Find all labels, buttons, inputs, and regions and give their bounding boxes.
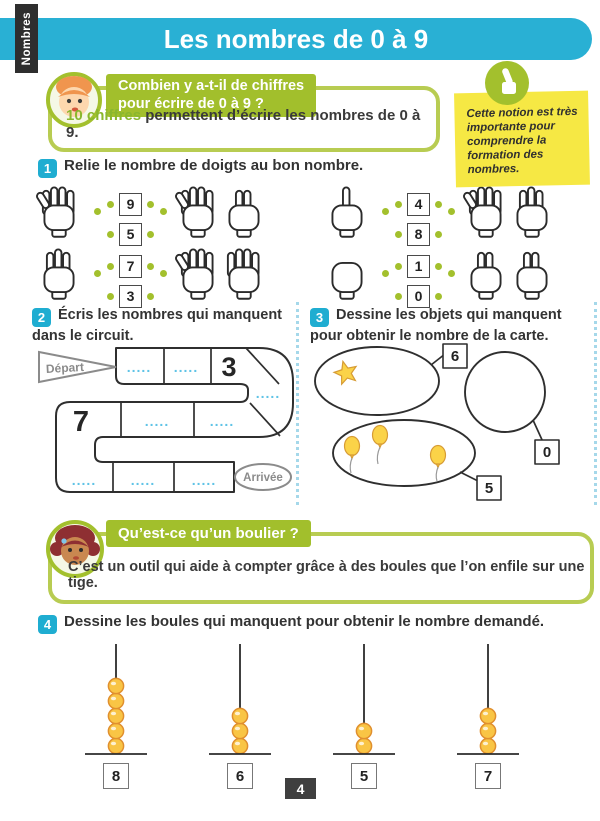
number-choice bbox=[107, 285, 154, 308]
match-dot[interactable] bbox=[435, 263, 442, 270]
number-boxes-column bbox=[395, 255, 442, 308]
match-dot[interactable] bbox=[435, 293, 442, 300]
abacus-rod[interactable] bbox=[83, 642, 149, 758]
boulier-bubble bbox=[48, 525, 594, 604]
number-choice bbox=[395, 193, 442, 216]
hands-pair bbox=[175, 245, 267, 301]
finger-hand-icon bbox=[463, 245, 509, 301]
circuit-answer-cell[interactable]: ..... bbox=[209, 413, 235, 429]
abacus-target-number: 8 bbox=[103, 763, 129, 789]
match-dot[interactable] bbox=[395, 293, 402, 300]
page-number-badge bbox=[285, 778, 316, 799]
draw-objects-exercise bbox=[310, 342, 595, 507]
circuit-answer-cell[interactable]: ..... bbox=[126, 359, 152, 375]
column-divider bbox=[296, 302, 299, 505]
finger-hand-icon bbox=[36, 245, 82, 301]
exercise4-header bbox=[38, 612, 544, 634]
important-note-text: Cette notion est très importante pour comprendre la formation des nombres. bbox=[466, 105, 578, 177]
target-number: 5 bbox=[484, 480, 494, 497]
finger-hand-icon bbox=[175, 183, 221, 239]
match-dot[interactable] bbox=[435, 231, 442, 238]
chapter-tab bbox=[15, 4, 38, 73]
number-choice bbox=[107, 255, 154, 278]
number-choice bbox=[107, 223, 154, 246]
page-number: 4 bbox=[296, 780, 305, 797]
hand-cell bbox=[318, 183, 376, 239]
finger-hand-icon bbox=[36, 183, 82, 239]
target-number: 6 bbox=[450, 348, 460, 365]
finger-hand-icon bbox=[509, 245, 555, 301]
abacus-rod[interactable] bbox=[207, 642, 273, 758]
circuit-given-number: 7 bbox=[72, 406, 90, 438]
finger-hand-icon bbox=[221, 245, 267, 301]
star-card-area[interactable] bbox=[315, 347, 439, 415]
number-choice bbox=[395, 285, 442, 308]
hands-pair bbox=[463, 183, 555, 239]
abacus-rod[interactable] bbox=[455, 642, 521, 758]
match-dot[interactable] bbox=[94, 270, 101, 277]
exercise1-number-badge: 1 bbox=[38, 159, 57, 178]
matching-row bbox=[30, 242, 308, 304]
number-box: 7 bbox=[119, 255, 142, 278]
abacus-exercise bbox=[66, 642, 538, 789]
finger-hand-icon bbox=[463, 183, 509, 239]
match-dot[interactable] bbox=[395, 263, 402, 270]
chapter-tab-label: Nombres bbox=[20, 11, 33, 66]
number-circuit bbox=[34, 346, 294, 496]
number-box: 3 bbox=[119, 285, 142, 308]
number-choice bbox=[395, 223, 442, 246]
hand-cell bbox=[318, 245, 376, 301]
number-box: 0 bbox=[407, 285, 430, 308]
hand-cell bbox=[30, 245, 88, 301]
matching-row bbox=[318, 242, 596, 304]
abacus[interactable] bbox=[190, 642, 290, 789]
number-choice bbox=[395, 255, 442, 278]
match-dot[interactable] bbox=[147, 263, 154, 270]
circuit-answer-cell[interactable]: ..... bbox=[191, 472, 217, 488]
circuit-answer-cell[interactable]: ..... bbox=[255, 385, 281, 401]
intro-answer-rest: permettent d’écrire les nombres de 0 à 9. bbox=[66, 107, 421, 141]
abacus[interactable] bbox=[66, 642, 166, 789]
intro-question-line2: pour écrire de 0 à 9 ? bbox=[118, 95, 264, 112]
number-box: 8 bbox=[407, 223, 430, 246]
page-title: Les nombres de 0 à 9 bbox=[163, 23, 429, 54]
match-dot[interactable] bbox=[107, 293, 114, 300]
match-dot[interactable] bbox=[160, 208, 167, 215]
finger-hand-icon bbox=[221, 183, 267, 239]
finger-hand-icon bbox=[175, 245, 221, 301]
match-dot[interactable] bbox=[448, 208, 455, 215]
match-dot[interactable] bbox=[395, 231, 402, 238]
match-dot[interactable] bbox=[94, 208, 101, 215]
exercise2-title: Écris les nombres qui manquent dans le circuit. bbox=[32, 307, 282, 344]
abacus-target-number: 7 bbox=[475, 763, 501, 789]
circuit-answer-cell[interactable]: ..... bbox=[71, 472, 97, 488]
match-dot[interactable] bbox=[382, 208, 389, 215]
match-dot[interactable] bbox=[382, 270, 389, 277]
exercise3-title: Dessine les objets qui manquent pour obtenir le nombre de la carte. bbox=[310, 307, 562, 344]
match-dot[interactable] bbox=[147, 293, 154, 300]
boulier-answer: C’est un outil qui aide à compter grâce à des boules que l’on enfile sur une tige. bbox=[68, 559, 585, 591]
matching-exercise bbox=[30, 180, 596, 304]
finger-hand-icon bbox=[324, 183, 370, 239]
intro-answer bbox=[66, 107, 436, 141]
intro-answer-highlight: 10 chiffres bbox=[66, 107, 142, 124]
match-dot[interactable] bbox=[107, 263, 114, 270]
number-boxes-column bbox=[107, 255, 154, 308]
abacus[interactable] bbox=[438, 642, 538, 789]
circuit-answer-cell[interactable]: ..... bbox=[173, 359, 199, 375]
number-box: 1 bbox=[407, 255, 430, 278]
match-dot[interactable] bbox=[448, 270, 455, 277]
exercise3-number-badge: 3 bbox=[310, 308, 329, 327]
abacus-rod[interactable] bbox=[331, 642, 397, 758]
thumbs-up-icon bbox=[484, 60, 530, 106]
number-box: 9 bbox=[119, 193, 142, 216]
matching-group-2 bbox=[318, 180, 596, 304]
exercise4-number-badge: 4 bbox=[38, 615, 57, 634]
exercise4-title: Dessine les boules qui manquent pour obtenir le nombre demandé. bbox=[64, 613, 545, 630]
intro-bubble bbox=[48, 78, 440, 152]
abacus-target-number: 5 bbox=[351, 763, 377, 789]
circuit-answer-cell[interactable]: ..... bbox=[144, 413, 170, 429]
exercise2-number-badge: 2 bbox=[32, 308, 51, 327]
number-choice bbox=[107, 193, 154, 216]
finish-label: Arrivée bbox=[243, 472, 283, 484]
match-dot[interactable] bbox=[107, 201, 114, 208]
boulier-question: Qu’est-ce qu’un boulier ? bbox=[118, 525, 299, 542]
number-box: 4 bbox=[407, 193, 430, 216]
number-boxes-column bbox=[395, 193, 442, 246]
abacus[interactable] bbox=[314, 642, 414, 789]
match-dot[interactable] bbox=[160, 270, 167, 277]
finger-hand-icon bbox=[509, 183, 555, 239]
match-dot[interactable] bbox=[147, 201, 154, 208]
intro-question-line1: Combien y a-t-il de chiffres bbox=[118, 78, 305, 94]
matching-row bbox=[318, 180, 596, 242]
exercise2-header bbox=[32, 306, 292, 346]
circuit-given-number: 3 bbox=[221, 352, 237, 382]
exercise3-header bbox=[310, 306, 592, 346]
hands-pair bbox=[463, 245, 555, 301]
exercise1-title: Relie le nombre de doigts au bon nombre. bbox=[64, 157, 364, 174]
start-label: Départ bbox=[45, 359, 85, 376]
boulier-question-label bbox=[106, 520, 311, 547]
number-box: 5 bbox=[119, 223, 142, 246]
number-boxes-column bbox=[107, 193, 154, 246]
abacus-target-number: 6 bbox=[227, 763, 253, 789]
title-banner bbox=[0, 18, 592, 60]
circuit-answer-cell[interactable]: ..... bbox=[130, 472, 156, 488]
hand-cell bbox=[30, 183, 88, 239]
match-dot[interactable] bbox=[395, 201, 402, 208]
target-number: 0 bbox=[542, 444, 552, 461]
match-dot[interactable] bbox=[435, 201, 442, 208]
hands-pair bbox=[175, 183, 267, 239]
match-dot[interactable] bbox=[147, 231, 154, 238]
match-dot[interactable] bbox=[107, 231, 114, 238]
matching-row bbox=[30, 180, 308, 242]
matching-group-1 bbox=[30, 180, 308, 304]
exercise1-header bbox=[38, 156, 363, 178]
finger-hand-icon bbox=[324, 245, 370, 301]
